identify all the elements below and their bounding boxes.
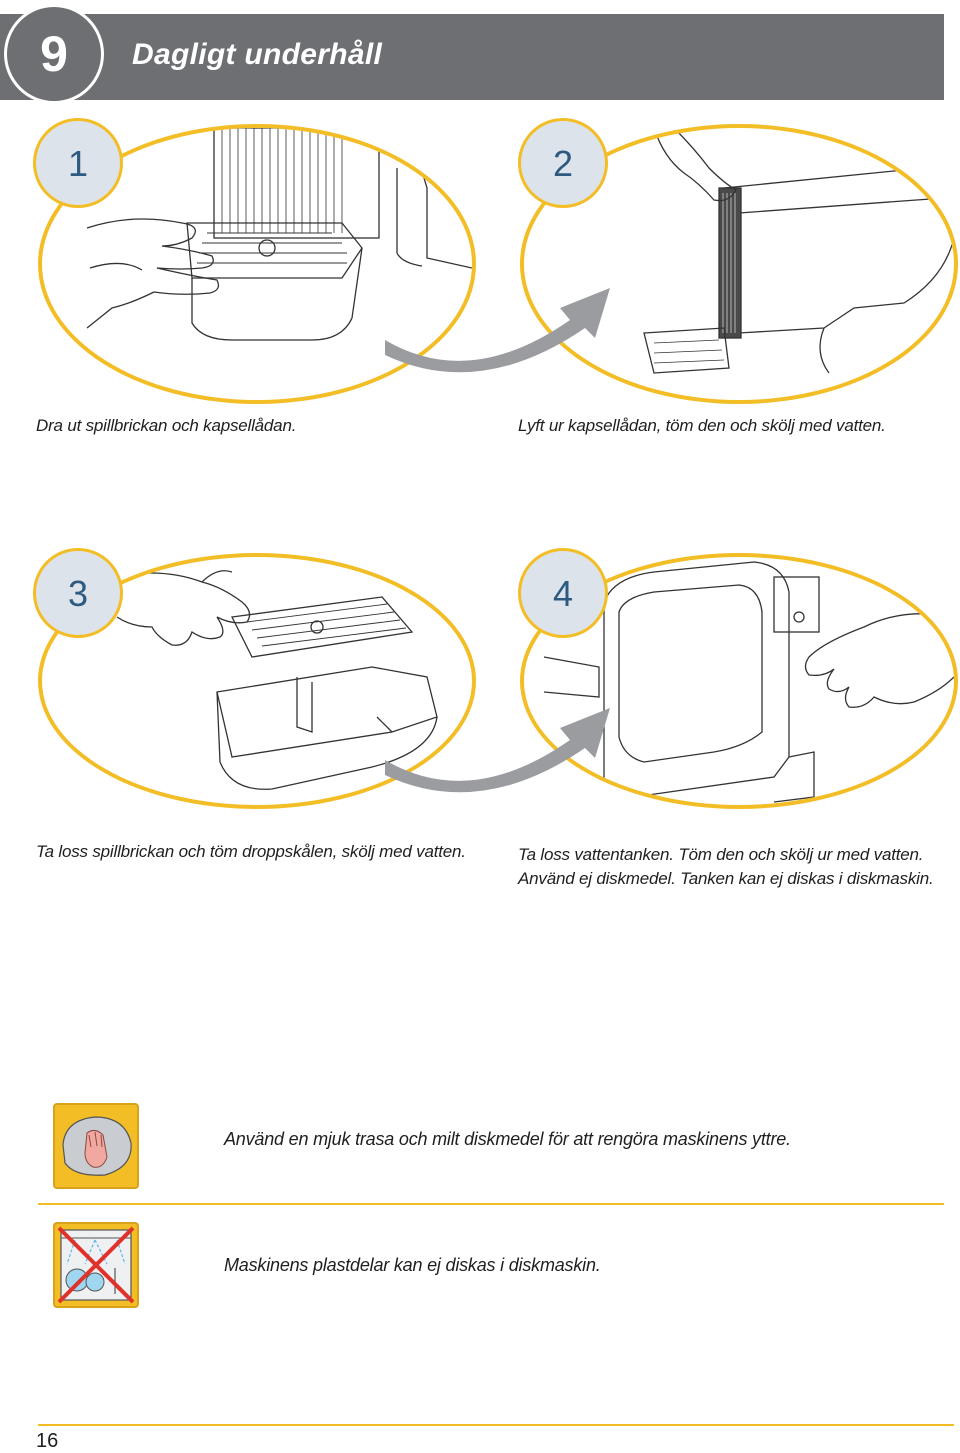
step-2-caption: Lyft ur kapsellådan, töm den och skölj med vatten. — [518, 416, 886, 435]
page-number: 16 — [36, 1430, 59, 1452]
step-4-badge — [518, 548, 608, 638]
cloth-wipe-icon — [53, 1103, 139, 1189]
notice-cloth-text: Använd en mjuk trasa och milt diskmedel för att rengöra maskinens yttre. — [224, 1129, 791, 1149]
step-1-number: 1 — [67, 143, 89, 184]
arrow-1-to-2-icon — [380, 280, 620, 390]
step-1-badge — [33, 118, 123, 208]
step-3-badge — [33, 548, 123, 638]
step-3-number: 3 — [67, 573, 89, 614]
step-2-badge — [518, 118, 608, 208]
step-3-caption: Ta loss spillbrickan och töm droppskålen, skölj med vatten. — [36, 842, 466, 861]
no-dishwasher-icon — [53, 1222, 139, 1308]
step-1-caption: Dra ut spillbrickan och kapsellådan. — [36, 416, 297, 435]
chapter-number: 9 — [40, 26, 68, 82]
step-4-number: 4 — [552, 573, 574, 614]
notice-divider — [38, 1203, 944, 1205]
step-4-caption-line-2: Använd ej diskmedel. Tanken kan ej diskas i diskmaskin. — [518, 869, 934, 888]
step-2-number: 2 — [552, 143, 574, 184]
chapter-number-badge — [4, 4, 104, 104]
chapter-title: Dagligt underhåll — [132, 38, 383, 71]
footer-divider — [38, 1424, 954, 1426]
step-4-caption-line-1: Ta loss vattentanken. Töm den och skölj ur med vatten. — [518, 845, 924, 864]
notice-dishwasher-text: Maskinens plastdelar kan ej diskas i diskmaskin. — [224, 1255, 601, 1275]
arrow-3-to-4-icon — [380, 700, 620, 810]
